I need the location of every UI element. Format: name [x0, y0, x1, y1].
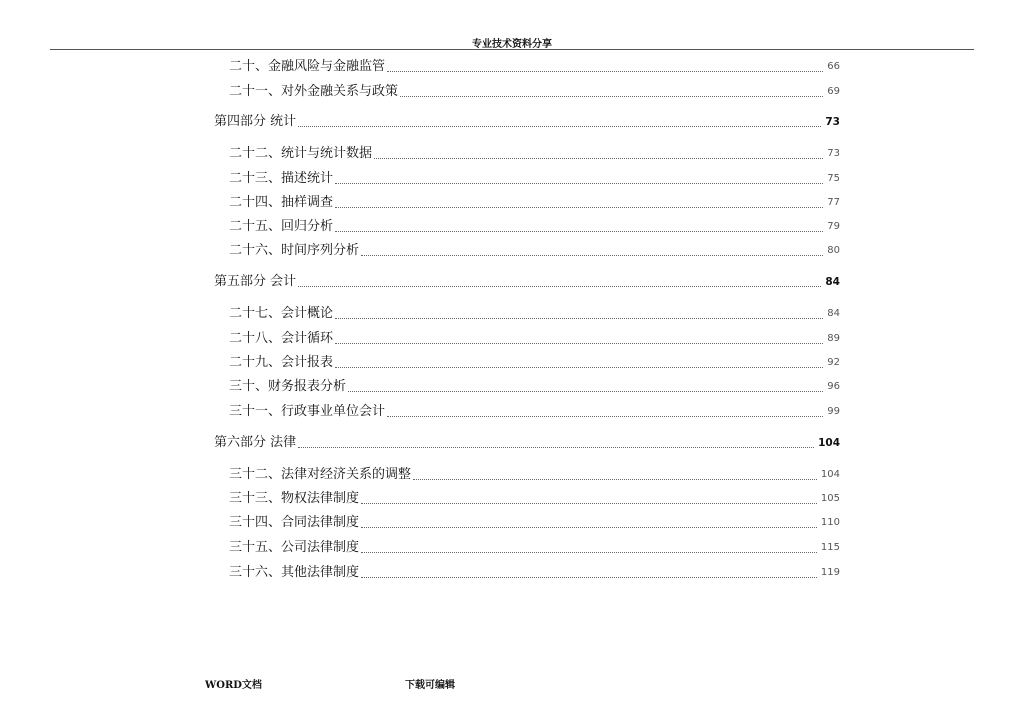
toc-entry-title: 二十六、时间序列分析	[229, 243, 360, 258]
toc-chapter-entry[interactable]	[229, 491, 840, 507]
toc-entry-title: 三十、财务报表分析	[229, 379, 347, 394]
toc-entry-title: 二十九、会计报表	[229, 355, 334, 370]
toc-entry-title: 三十四、合同法律制度	[229, 515, 360, 530]
toc-entry-title: 三十五、公司法律制度	[229, 540, 360, 555]
toc-chapter-entry[interactable]	[229, 404, 840, 420]
toc-chapter-entry[interactable]	[229, 355, 840, 371]
toc-page-number: 77	[827, 197, 840, 208]
dot-leader	[361, 573, 817, 578]
toc-entry-title: 二十、金融风险与金融监管	[229, 59, 386, 74]
dot-leader	[298, 282, 821, 287]
toc-part-entry[interactable]	[214, 114, 840, 130]
toc-chapter-entry[interactable]	[229, 59, 840, 75]
toc-chapter-entry[interactable]	[229, 146, 840, 162]
dot-leader	[335, 339, 823, 344]
dot-leader	[361, 523, 817, 528]
toc-page-number: 115	[820, 542, 840, 553]
toc-entry-title: 二十八、会计循环	[229, 331, 334, 346]
toc-page-number: 89	[827, 333, 840, 344]
toc-chapter-entry[interactable]	[229, 565, 840, 581]
toc-chapter-entry[interactable]	[229, 219, 840, 235]
dot-leader	[361, 499, 817, 504]
toc-chapter-entry[interactable]	[229, 195, 840, 211]
toc-page-number: 84	[825, 276, 840, 288]
toc-part-entry[interactable]	[214, 274, 840, 290]
toc-chapter-entry[interactable]	[229, 540, 840, 556]
dot-leader	[413, 475, 817, 480]
toc-page-number: 66	[827, 61, 840, 72]
dot-leader	[361, 548, 817, 553]
toc-entry-title: 二十四、抽样调查	[229, 195, 334, 210]
toc-page-number: 104	[820, 469, 840, 480]
toc-page-number: 73	[825, 116, 840, 128]
toc-entry-title: 二十一、对外金融关系与政策	[229, 84, 399, 99]
dot-leader	[335, 203, 823, 208]
page-header-title: 专业技术资料分享	[472, 39, 552, 50]
toc-chapter-entry[interactable]	[229, 84, 840, 100]
dot-leader	[335, 179, 823, 184]
footer-left-text: WORD文档	[205, 680, 262, 691]
toc-page-number: 75	[827, 173, 840, 184]
toc-part-entry[interactable]	[214, 435, 840, 451]
dot-leader	[400, 92, 823, 97]
toc-page-number: 104	[818, 437, 840, 449]
toc-page-number: 69	[827, 86, 840, 97]
dot-leader	[361, 251, 823, 256]
toc-page-number: 119	[820, 567, 840, 578]
toc-chapter-entry[interactable]	[229, 243, 840, 259]
toc-entry-title: 三十六、其他法律制度	[229, 565, 360, 580]
toc-page-number: 84	[827, 308, 840, 319]
dot-leader	[298, 443, 814, 448]
toc-page-number: 96	[827, 381, 840, 392]
toc-entry-title: 第六部分 法律	[214, 435, 297, 450]
toc-page-number: 99	[827, 406, 840, 417]
dot-leader	[348, 387, 823, 392]
dot-leader	[335, 363, 823, 368]
toc-chapter-entry[interactable]	[229, 379, 840, 395]
toc-entry-title: 三十三、物权法律制度	[229, 491, 360, 506]
toc-entry-title: 三十二、法律对经济关系的调整	[229, 467, 412, 482]
toc-page-number: 80	[827, 245, 840, 256]
dot-leader	[387, 412, 823, 417]
toc-page-number: 73	[827, 148, 840, 159]
dot-leader	[387, 67, 823, 72]
dot-leader	[335, 227, 823, 232]
dot-leader	[298, 122, 821, 127]
toc-chapter-entry[interactable]	[229, 171, 840, 187]
toc-page-number: 79	[827, 221, 840, 232]
toc-chapter-entry[interactable]	[229, 467, 840, 483]
toc-page-number: 92	[827, 357, 840, 368]
toc-entry-title: 二十二、统计与统计数据	[229, 146, 373, 161]
footer-right-text: 下载可编辑	[405, 680, 455, 691]
dot-leader	[374, 154, 823, 159]
toc-entry-title: 二十三、描述统计	[229, 171, 334, 186]
toc-chapter-entry[interactable]	[229, 515, 840, 531]
toc-page-number: 105	[820, 493, 840, 504]
toc-page-number: 110	[820, 517, 840, 528]
toc-entry-title: 第五部分 会计	[214, 274, 297, 289]
toc-entry-title: 第四部分 统计	[214, 114, 297, 129]
dot-leader	[335, 314, 823, 319]
toc-entry-title: 二十七、会计概论	[229, 306, 334, 321]
toc-chapter-entry[interactable]	[229, 331, 840, 347]
toc-entry-title: 三十一、行政事业单位会计	[229, 404, 386, 419]
toc-entry-title: 二十五、回归分析	[229, 219, 334, 234]
toc-chapter-entry[interactable]	[229, 306, 840, 322]
